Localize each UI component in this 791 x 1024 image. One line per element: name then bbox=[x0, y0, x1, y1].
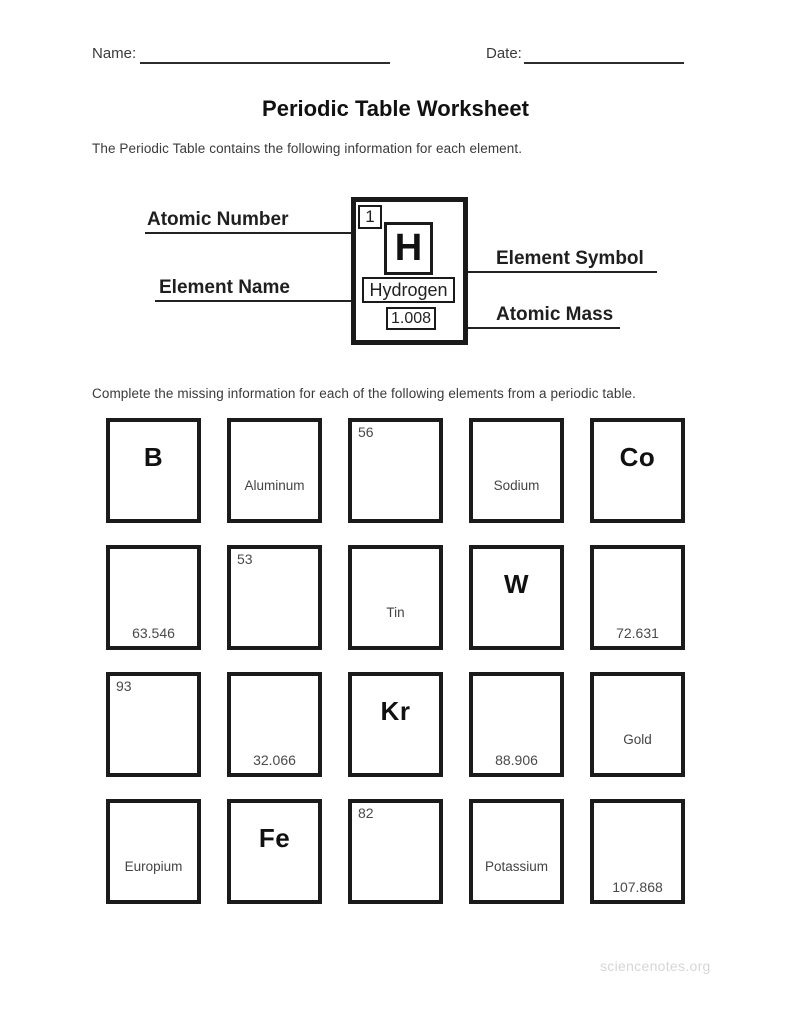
element-cell bbox=[106, 799, 201, 904]
atomic-number-leader-line bbox=[145, 232, 357, 234]
element-cell bbox=[106, 418, 201, 523]
element-name-label: Element Name bbox=[159, 277, 290, 298]
example-atomic-mass: 1.008 bbox=[390, 309, 432, 327]
element-name-leader-line bbox=[155, 300, 362, 302]
atomic-number-value: 56 bbox=[358, 424, 374, 440]
atomic-number-label: Atomic Number bbox=[147, 209, 289, 230]
element-symbol-label: Element Symbol bbox=[496, 248, 644, 269]
atomic-mass-label: Atomic Mass bbox=[496, 304, 614, 325]
element-cell bbox=[348, 672, 443, 777]
element-cell bbox=[348, 545, 443, 650]
element-cell bbox=[227, 418, 322, 523]
name-blank-line bbox=[140, 62, 390, 64]
element-cell bbox=[106, 672, 201, 777]
atomic-number-value: 82 bbox=[358, 805, 374, 821]
example-element-symbol-box bbox=[384, 222, 433, 275]
element-name-value: Sodium bbox=[493, 478, 540, 493]
element-symbol-value: B bbox=[143, 442, 164, 472]
element-cell bbox=[590, 418, 685, 523]
example-element-name-box bbox=[362, 277, 455, 303]
element-cell bbox=[348, 418, 443, 523]
element-cell bbox=[227, 672, 322, 777]
element-name-value: Europium bbox=[124, 859, 183, 874]
element-cell bbox=[227, 799, 322, 904]
atomic-mass-value: 63.546 bbox=[132, 625, 175, 641]
element-name-value: Potassium bbox=[484, 859, 549, 874]
element-cell bbox=[469, 672, 564, 777]
element-symbol-value: Co bbox=[619, 442, 656, 472]
element-name-value: Tin bbox=[386, 605, 405, 620]
atomic-mass-value: 107.868 bbox=[612, 879, 663, 895]
atomic-mass-value: 88.906 bbox=[495, 752, 538, 768]
example-atomic-mass-box bbox=[386, 307, 436, 330]
atomic-mass-value: 72.631 bbox=[616, 625, 659, 641]
atomic-mass-value: 32.066 bbox=[253, 752, 296, 768]
element-cell bbox=[106, 545, 201, 650]
element-cell bbox=[590, 545, 685, 650]
element-cell bbox=[469, 799, 564, 904]
example-element-symbol: H bbox=[394, 227, 423, 269]
element-cell bbox=[469, 418, 564, 523]
element-name-value: Gold bbox=[623, 732, 652, 747]
atomic-number-value: 93 bbox=[116, 678, 132, 694]
footer-credit: sciencenotes.org bbox=[600, 958, 711, 974]
example-atomic-number-box bbox=[358, 205, 382, 229]
elements-grid bbox=[106, 418, 685, 904]
element-symbol-value: Kr bbox=[380, 696, 411, 726]
element-symbol-value: W bbox=[503, 569, 530, 599]
element-symbol-value: Fe bbox=[258, 823, 291, 853]
example-atomic-number: 1 bbox=[365, 207, 375, 226]
date-label: Date: bbox=[486, 45, 522, 62]
name-label: Name: bbox=[92, 45, 137, 62]
element-cell bbox=[590, 799, 685, 904]
instruction-text: Complete the missing information for each of the following elements from a periodic table. bbox=[92, 386, 637, 401]
element-cell bbox=[590, 672, 685, 777]
element-cell bbox=[227, 545, 322, 650]
page-title: Periodic Table Worksheet bbox=[262, 96, 529, 121]
element-cell bbox=[469, 545, 564, 650]
example-element-name: Hydrogen bbox=[369, 279, 448, 300]
element-name-value: Aluminum bbox=[244, 478, 305, 493]
date-blank-line bbox=[524, 62, 684, 64]
atomic-number-value: 53 bbox=[237, 551, 253, 567]
intro-text: The Periodic Table contains the following information for each element. bbox=[92, 141, 523, 156]
element-cell bbox=[348, 799, 443, 904]
